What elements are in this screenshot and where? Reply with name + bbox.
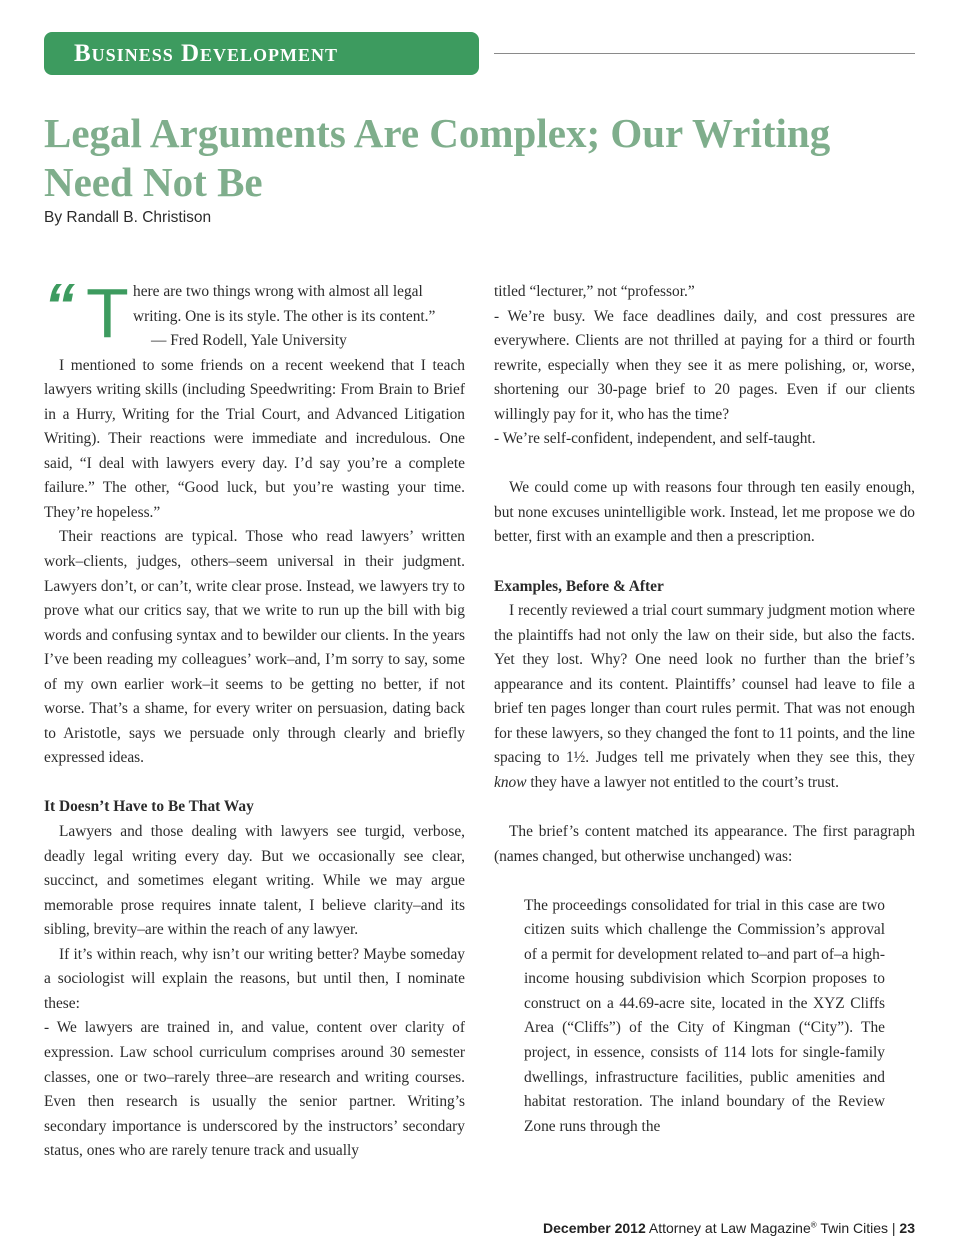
header-divider xyxy=(494,53,915,54)
article-title: Legal Arguments Are Complex; Our Writing Need Not Be xyxy=(44,110,831,205)
page-number: 23 xyxy=(899,1220,915,1236)
paragraph: If it’s within reach, why isn’t our writing better? Maybe someday a sociologist will explain the reasons, but until then, I nominate these: xyxy=(44,945,465,1012)
emphasis: know xyxy=(494,773,527,791)
epigraph xyxy=(44,272,465,354)
epigraph-line-2: writing. One is its style. The other is its content.” xyxy=(133,307,436,325)
section-header-tab: Business Development xyxy=(44,32,479,75)
list-item: - We’re busy. We face deadlines daily, and cost pressures are everywhere. Clients are not thrilled at paying for a third or fourth rewrite, especially when they see it as mere polishing, or, worse, shortening our 30-page brief to 20 pages. Even if our clients willingly pay for it, who has the time? xyxy=(494,307,915,423)
paragraph xyxy=(494,599,915,795)
left-column xyxy=(44,272,465,1164)
block-quote xyxy=(524,894,885,1139)
section-heading: Examples, Before & After xyxy=(494,577,664,595)
paragraph: The brief’s content matched its appearance. The first paragraph (names changed, but otherwise unchanged) was: xyxy=(494,823,915,865)
epigraph-attribution: — Fred Rodell, Yale University xyxy=(151,332,347,350)
drop-cap: T xyxy=(86,274,129,352)
byline: By Randall B. Christison xyxy=(44,209,212,226)
paragraph: I mentioned to some friends on a recent weekend that I teach lawyers writing skills (including Speedwriting: From Brain to Brief in a Hurry, Writing for the Trial Court, and Advanced Litigation Writing). Their reactions were immediate and incredulous. One said, “I deal with lawyers every day. I’d say you’re a complete failure.” The other, “Good luck, but you’re wasting your time. They’re hopeless.” xyxy=(44,356,465,521)
registered-mark: ® xyxy=(810,1220,817,1230)
block-quote-text: The proceedings consolidated for trial in this case are two citizen suits which challenge the Commission’s approval of a permit for development related to–and part of–a high-income housing subdivision which Scorpion proposes to construct on a 44.69-acre site, located in the XYZ Cliffs Area (“Cliffs”) of the City of Kingman (“City”). The project, in essence, consists of 114 lots for single-family dwellings, infrastructure facilities, public amenities and habitat restoration. The inland boundary of the Review Zone runs through the xyxy=(524,896,885,1135)
paragraph: We could come up with reasons four through ten easily enough, but none excuses unintelligible work. Instead, let me propose we do better, first with an example and then a prescription. xyxy=(494,479,915,546)
right-column xyxy=(494,280,915,1139)
text-run: they have a lawyer not entitled to the court’s trust. xyxy=(526,773,839,791)
section-heading: It Doesn’t Have to Be That Way xyxy=(44,798,254,816)
issue-date: December 2012 xyxy=(543,1220,646,1236)
list-item-continued: titled “lecturer,” not “professor.” xyxy=(494,283,695,300)
page-footer xyxy=(543,1220,915,1236)
paragraph: Their reactions are typical. Those who read lawyers’ written work–clients, judges, others–seem universal in their judgment. Lawyers don’t, or can’t, write clear prose. Instead, we lawyers try to prove what our critics say, that we write to run up the bill with big words and confusing syntax and to bewilder our clients. In the years I’ve been reading my colleagues’ work–and, I’m sorry to say, some of my own earlier work–it seems to be getting no better, if not worse. That’s a shame, for every writer on persuasion, dating back to Aristotle, says we persuade only through clearly and briefly expressed ideas. xyxy=(44,528,465,767)
list-item: - We’re self-confident, independent, and self-taught. xyxy=(494,430,816,448)
epigraph-line-1: here are two things wrong with almost all legal xyxy=(133,283,423,300)
footer-separator: | xyxy=(891,1220,896,1236)
list-item: - We lawyers are trained in, and value, content over clarity of expression. Law school curriculum comprises around 30 semester classes, one or two–rarely three–are research and writing courses. Even then research is usually the senior partner. Writing’s secondary importance is underscored by the instructors’ secondary status, ones who are rarely tenure track and usually xyxy=(44,1019,465,1160)
paragraph: Lawyers and those dealing with lawyers see turgid, verbose, deadly legal writing every day. But we occasionally see clear, succinct, and sometimes elegant writing. While we may argue memorable prose requires innate talent, I believe clarity–and its sibling, brevity–are within the reach of any lawyer. xyxy=(44,823,465,939)
magazine-name: Attorney at Law Magazine xyxy=(648,1220,811,1236)
text-run: I recently reviewed a trial court summary judgment motion where the plaintiffs had not only the law on their side, but also the facts. Yet they lost. Why? One need look no further than the brief’s appearance and its content. Plaintiffs’ counsel had leave to file a brief ten pages longer than court rules permit. That was not enough for these lawyers, so they changed the font to 11 points, and the line spacing to 1½. Judges tell me privately when they see this, they xyxy=(494,602,915,767)
open-quote-mark: “ xyxy=(44,272,75,341)
edition-name: Twin Cities xyxy=(820,1220,888,1236)
